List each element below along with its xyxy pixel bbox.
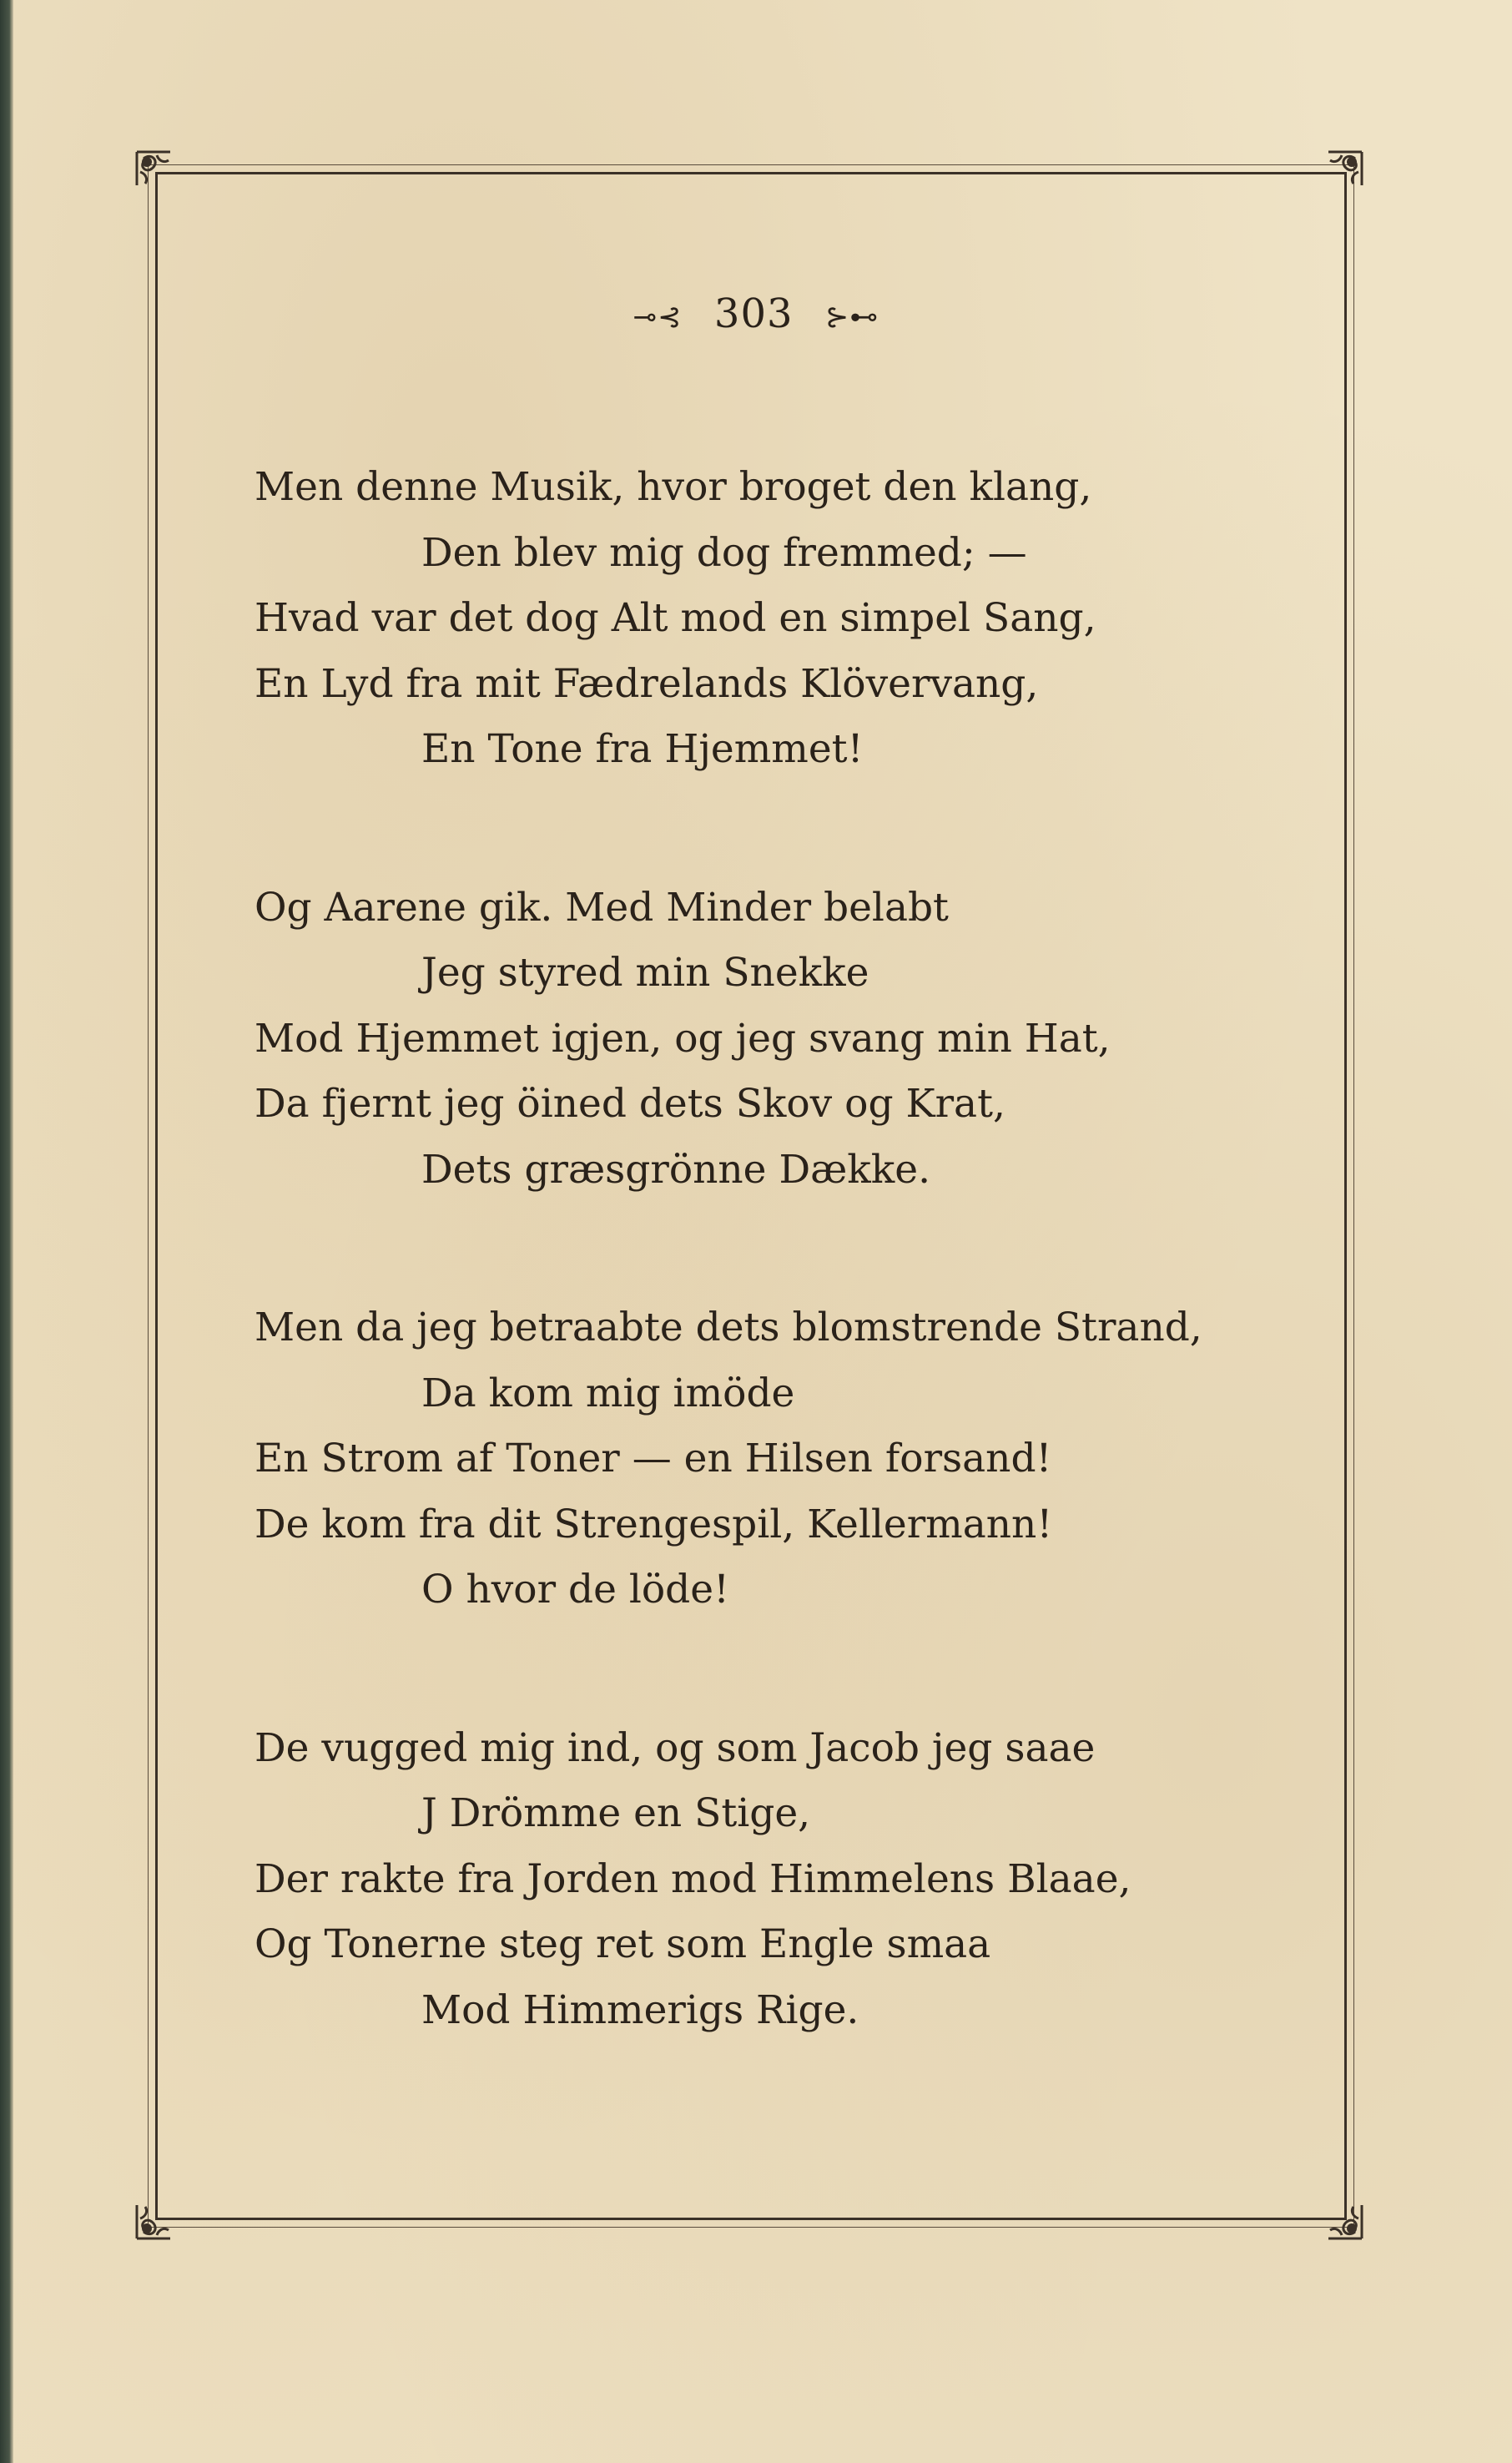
poem-stanza	[255, 876, 1339, 1204]
poem-stanza	[255, 1295, 1339, 1623]
poem-line: Da fjernt jeg öined dets Skov og Krat,	[255, 1081, 1005, 1127]
corner-ornament-icon	[132, 147, 190, 205]
poem-line: De vugged mig ind, og som Jacob jeg saae	[255, 1724, 1096, 1771]
poem-body	[255, 455, 1339, 2043]
header-right-flourish-icon: ⊱⊷	[824, 300, 879, 334]
poem-stanza	[255, 455, 1339, 783]
poem-line: Mod Hjemmet igjen, og jeg svang min Hat,	[255, 1015, 1111, 1062]
page-number: 303	[713, 290, 794, 337]
poem-line: En Strom af Toner — en Hilsen forsand!	[255, 1436, 1052, 1481]
header-left-flourish-icon: ⊸⊰	[633, 300, 683, 334]
corner-ornament-icon	[132, 2185, 190, 2243]
poem-line: Og Tonerne steg ret som Engle smaa	[255, 1921, 991, 1967]
corner-ornament-icon	[1308, 147, 1367, 205]
poem-line: O hvor de löde!	[421, 1567, 729, 1613]
poem-line: En Tone fra Hjemmet!	[421, 726, 864, 772]
poem-line: Der rakte fra Jorden mod Himmelens Blaae,	[255, 1855, 1131, 1902]
poem-line: J Drömme en Stige,	[421, 1790, 811, 1836]
poem-line: Da kom mig imöde	[421, 1370, 795, 1416]
poem-line: Dets græsgrönne Dække.	[421, 1146, 931, 1193]
poem-line: De kom fra dit Strengespil, Kellermann!	[255, 1501, 1053, 1547]
poem-line: Men da jeg betraabte dets blomstrende Strand,	[255, 1305, 1202, 1350]
book-spine-edge	[0, 0, 13, 2463]
poem-line: Og Aarene gik. Med Minder belabt	[255, 884, 949, 931]
poem-line: Hvad var det dog Alt mod en simpel Sang,	[255, 595, 1096, 641]
poem-stanza	[255, 1716, 1339, 2044]
poem-line: Men denne Musik, hvor broget den klang,	[255, 464, 1092, 510]
poem-line: Jeg styred min Snekke	[421, 950, 869, 996]
page-header	[0, 290, 1512, 337]
poem-line: En Lyd fra mit Fædrelands Klövervang,	[255, 660, 1039, 707]
corner-ornament-icon	[1308, 2185, 1367, 2243]
poem-line: Mod Himmerigs Rige.	[421, 1986, 859, 2033]
poem-line: Den blev mig dog fremmed; —	[421, 529, 1027, 576]
